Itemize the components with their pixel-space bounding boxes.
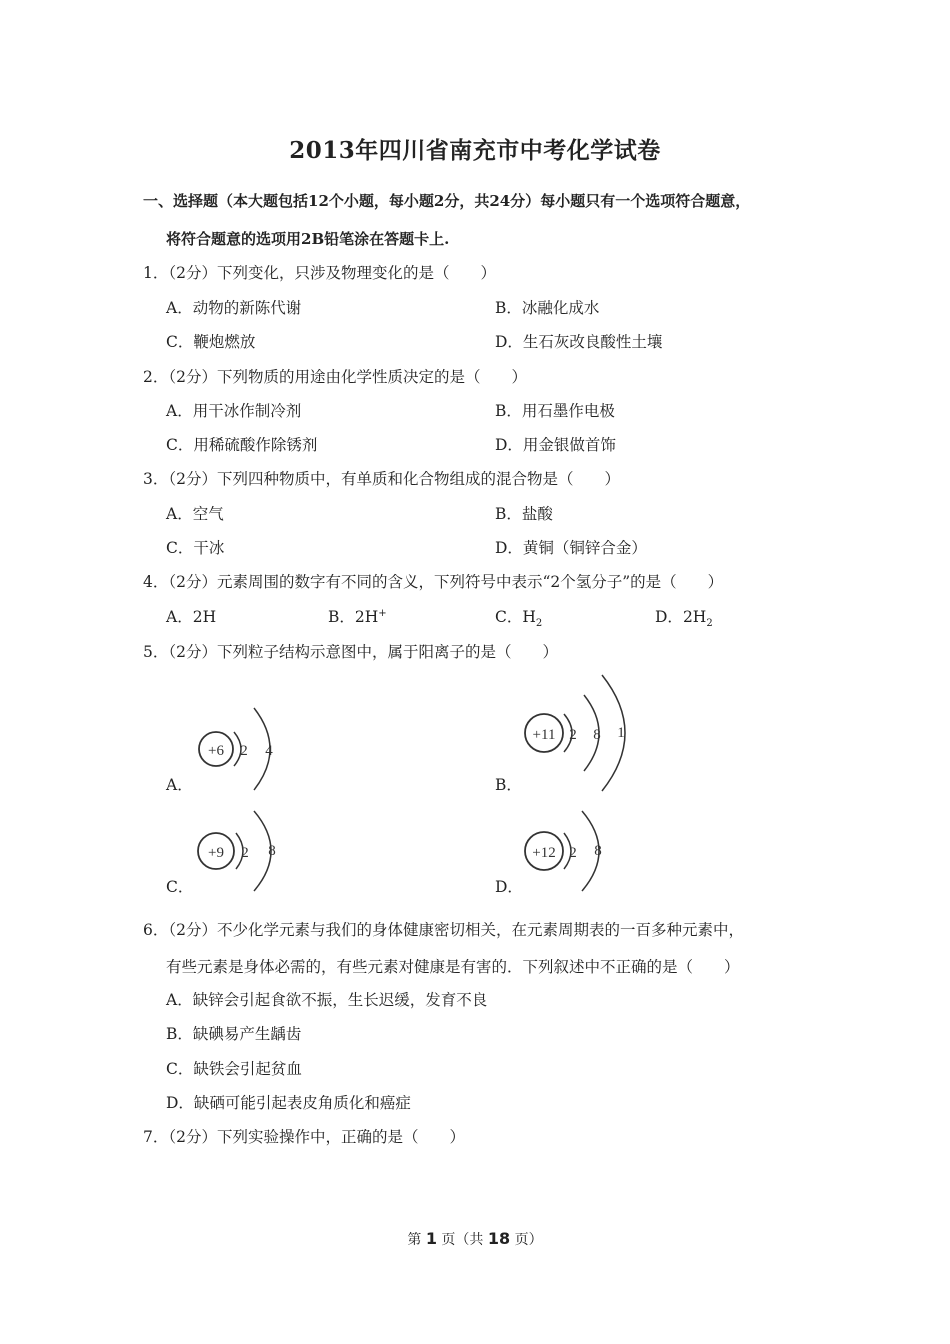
q6-option-c: C．缺铁会引起贫血 xyxy=(166,1060,302,1078)
q6-option-d: D．缺硒可能引起表皮角质化和癌症 xyxy=(166,1094,411,1112)
svg-text:+6: +6 xyxy=(208,743,224,759)
svg-text:1: 1 xyxy=(617,725,625,741)
q1-option-c: C．鞭炮燃放 xyxy=(166,333,256,351)
q4-option-d: D．$2H_2$ xyxy=(655,608,713,630)
q1-option-a: A．动物的新陈代谢 xyxy=(166,299,302,317)
q2-option-c: C．用稀硫酸作除锈剂 xyxy=(166,436,318,454)
svg-text:+9: +9 xyxy=(208,845,224,861)
question-5-stem: 5．（2分）下列粒子结构示意图中，属于阳离子的是（ ） xyxy=(143,643,558,661)
q4-option-b: B．2H+ xyxy=(328,607,387,626)
q2-option-b: B．用石墨作电极 xyxy=(495,402,615,420)
svg-text:2: 2 xyxy=(240,743,248,759)
atom-diagram-d xyxy=(518,805,628,900)
q6-option-b: B．缺碘易产生龋齿 xyxy=(166,1025,302,1043)
q3-option-d: D．黄铜（铜锌合金） xyxy=(495,539,647,557)
svg-text:+12: +12 xyxy=(532,845,556,861)
atom-diagram-b xyxy=(518,670,643,800)
page-title: 2013年四川省南充市中考化学试卷 xyxy=(289,137,661,164)
current-page-number: 1 xyxy=(425,1229,437,1248)
section-heading: 一、选择题（本大题包括12个小题，每小题2分，共24分）每小题只有一个选项符合题意， xyxy=(143,192,751,210)
q5-option-c: C． xyxy=(166,878,194,896)
q3-option-a: A．空气 xyxy=(166,505,224,523)
q1-option-d: D．生石灰改良酸性土壤 xyxy=(495,333,663,351)
q1-option-b: B．冰融化成水 xyxy=(495,299,600,317)
svg-text:8: 8 xyxy=(594,843,602,859)
svg-text:2: 2 xyxy=(569,845,577,861)
question-6-stem-cont: 有些元素是身体必需的，有些元素对健康是有害的．下列叙述中不正确的是（ ） xyxy=(166,958,740,976)
page-footer: 第 1 页（共 18 页） xyxy=(407,1229,543,1248)
q6-option-a: A．缺锌会引起食欲不振，生长迟缓，发育不良 xyxy=(166,991,488,1009)
q3-option-b: B．盐酸 xyxy=(495,505,553,523)
question-6-stem: 6．（2分）不少化学元素与我们的身体健康密切相关，在元素周期表的一百多种元素中， xyxy=(143,921,744,939)
svg-text:2: 2 xyxy=(241,845,249,861)
question-3-stem: 3．（2分）下列四种物质中，有单质和化合物组成的混合物是（ ） xyxy=(143,470,620,488)
section-heading-cont: 将符合题意的选项用2B铅笔涂在答题卡上. xyxy=(166,230,450,248)
svg-text:8: 8 xyxy=(593,727,601,743)
svg-text:+11: +11 xyxy=(532,727,556,743)
atom-diagram-c xyxy=(190,805,300,900)
q2-option-d: D．用金银做首饰 xyxy=(495,436,616,454)
q5-option-b: B． xyxy=(495,776,522,794)
question-4-stem: 4．（2分）元素周围的数字有不同的含义，下列符号中表示“2个氢分子”的是（ ） xyxy=(143,573,724,591)
q3-option-c: C．干冰 xyxy=(166,539,225,557)
q4-option-a: A．2H xyxy=(166,608,217,626)
svg-text:8: 8 xyxy=(268,843,276,859)
q2-option-a: A．用干冰作制冷剂 xyxy=(166,402,302,420)
q4-option-c: C．$H_2$ xyxy=(495,608,543,630)
svg-text:4: 4 xyxy=(265,743,273,759)
svg-text:2: 2 xyxy=(569,727,577,743)
question-2-stem: 2．（2分）下列物质的用途由化学性质决定的是（ ） xyxy=(143,368,527,386)
question-7-stem: 7．（2分）下列实验操作中，正确的是（ ） xyxy=(143,1128,465,1146)
question-1-stem: 1．（2分）下列变化，只涉及物理变化的是（ ） xyxy=(143,264,496,282)
atom-diagram-a xyxy=(190,700,300,800)
total-pages: 18 xyxy=(487,1229,511,1248)
q5-option-a: A． xyxy=(166,776,193,794)
q5-option-d: D． xyxy=(495,878,523,896)
